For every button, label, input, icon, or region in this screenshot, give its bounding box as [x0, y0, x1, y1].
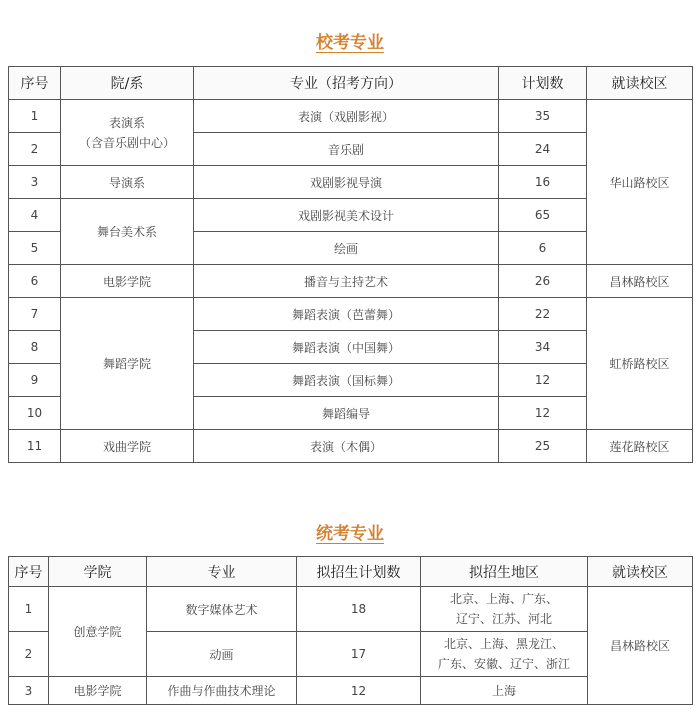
row-major: 舞蹈表演（国标舞）: [194, 364, 499, 397]
row-count: 26: [499, 265, 587, 298]
row-major: 作曲与作曲技术理论: [147, 677, 297, 705]
row-count: 25: [499, 430, 587, 463]
dept-note: （含音乐剧中心）: [78, 135, 175, 150]
row-count: 65: [499, 199, 587, 232]
table-row: [9, 100, 693, 133]
section-title-school-exam: 校考专业: [316, 33, 384, 53]
region-line: 北京、上海、黑龙江、: [443, 637, 564, 651]
row-region: 上海: [421, 677, 588, 705]
dept-name: 表演系: [108, 115, 145, 130]
row-no: 8: [9, 331, 61, 364]
header-campus: 就读校区: [587, 67, 693, 100]
header-no: 序号: [9, 67, 61, 100]
row-count: 12: [499, 364, 587, 397]
row-no: 2: [9, 133, 61, 166]
row-count: 22: [499, 298, 587, 331]
row-count: 16: [499, 166, 587, 199]
row-major: 数字媒体艺术: [147, 587, 297, 632]
row-count: 18: [297, 587, 421, 632]
dept-cell: 戏曲学院: [61, 430, 194, 463]
table-header-row: [9, 557, 693, 587]
header-no: 序号: [9, 557, 49, 587]
row-major: 舞蹈表演（芭蕾舞）: [194, 298, 499, 331]
row-region: [421, 632, 588, 677]
table-row: [9, 430, 693, 463]
table-row: [9, 298, 693, 331]
row-no: 9: [9, 364, 61, 397]
header-campus: 就读校区: [588, 557, 693, 587]
row-no: 5: [9, 232, 61, 265]
header-college: 学院: [49, 557, 147, 587]
row-no: 11: [9, 430, 61, 463]
row-count: 12: [297, 677, 421, 705]
row-major: 动画: [147, 632, 297, 677]
dept-cell: 导演系: [61, 166, 194, 199]
row-major: 绘画: [194, 232, 499, 265]
dept-cell: 电影学院: [61, 265, 194, 298]
region-line: 北京、上海、广东、: [449, 592, 558, 606]
campus-cell: 莲花路校区: [587, 430, 693, 463]
row-count: 12: [499, 397, 587, 430]
college-cell: 电影学院: [49, 677, 147, 705]
header-region: 拟招生地区: [421, 557, 588, 587]
row-no: 1: [9, 100, 61, 133]
dept-cell: 舞蹈学院: [61, 298, 194, 430]
row-major: 音乐剧: [194, 133, 499, 166]
row-count: 35: [499, 100, 587, 133]
region-line: 辽宁、江苏、河北: [455, 612, 552, 626]
row-region: [421, 587, 588, 632]
campus-cell: 昌林路校区: [588, 587, 693, 705]
school-exam-table: [8, 66, 693, 463]
row-major: 表演（木偶）: [194, 430, 499, 463]
header-count: 拟招生计划数: [297, 557, 421, 587]
row-no: 3: [9, 166, 61, 199]
dept-cell: [61, 100, 194, 166]
table-header-row: [9, 67, 693, 100]
row-count: 34: [499, 331, 587, 364]
dept-cell: 舞台美术系: [61, 199, 194, 265]
header-count: 计划数: [499, 67, 587, 100]
header-dept: 院/系: [61, 67, 194, 100]
campus-cell: 虹桥路校区: [587, 298, 693, 430]
row-no: 7: [9, 298, 61, 331]
row-major: 播音与主持艺术: [194, 265, 499, 298]
campus-cell: 昌林路校区: [587, 265, 693, 298]
row-major: 舞蹈编导: [194, 397, 499, 430]
row-no: 3: [9, 677, 49, 705]
row-no: 1: [9, 587, 49, 632]
table-row: [9, 265, 693, 298]
region-line: 广东、安徽、辽宁、浙江: [437, 657, 570, 671]
row-count: 6: [499, 232, 587, 265]
college-cell: 创意学院: [49, 587, 147, 677]
row-no: 6: [9, 265, 61, 298]
row-major: 舞蹈表演（中国舞）: [194, 331, 499, 364]
row-no: 10: [9, 397, 61, 430]
row-count: 17: [297, 632, 421, 677]
row-no: 2: [9, 632, 49, 677]
header-major: 专业: [147, 557, 297, 587]
row-no: 4: [9, 199, 61, 232]
row-count: 24: [499, 133, 587, 166]
header-major: 专业（招考方向）: [194, 67, 499, 100]
table-row: [9, 587, 693, 632]
row-major: 表演（戏剧影视）: [194, 100, 499, 133]
unified-exam-table: [8, 556, 693, 705]
section-title-unified-exam: 统考专业: [316, 524, 384, 544]
row-major: 戏剧影视导演: [194, 166, 499, 199]
row-major: 戏剧影视美术设计: [194, 199, 499, 232]
campus-cell: 华山路校区: [587, 100, 693, 265]
